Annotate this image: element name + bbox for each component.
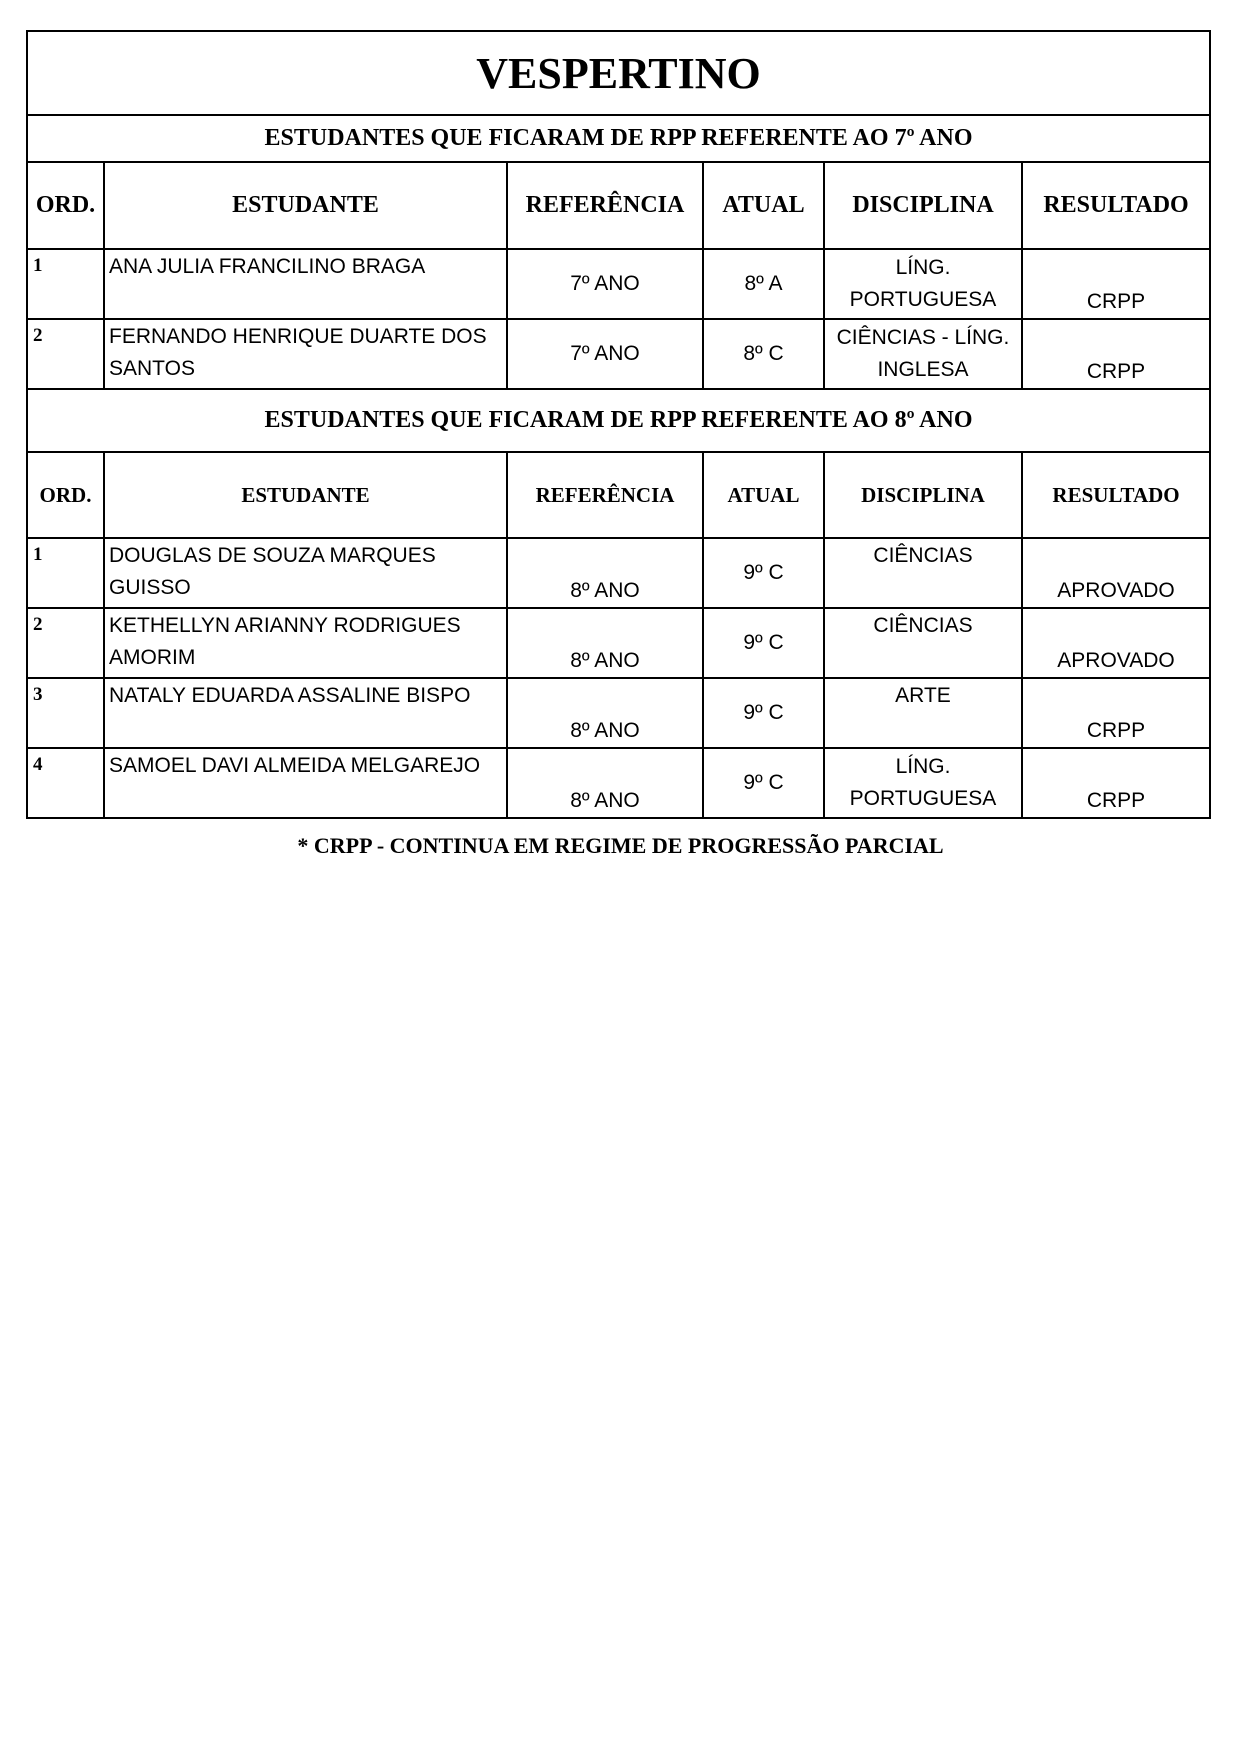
row-ord: 2 [27, 319, 104, 389]
row-subject: CIÊNCIAS [824, 608, 1022, 678]
column-header-row [27, 162, 1210, 249]
row-result: APROVADO [1022, 608, 1210, 678]
header-result: RESULTADO [1022, 452, 1210, 538]
row-ord: 4 [27, 748, 104, 818]
page-title: VESPERTINO [27, 31, 1210, 115]
row-subject: LÍNG. PORTUGUESA [824, 249, 1022, 319]
row-current: 9º C [703, 748, 824, 818]
row-result: CRPP [1022, 748, 1210, 818]
header-student: ESTUDANTE [104, 452, 507, 538]
row-current: 8º A [703, 249, 824, 319]
title-row [27, 31, 1210, 115]
row-current: 9º C [703, 678, 824, 748]
row-current: 8º C [703, 319, 824, 389]
section-heading-7th-grade: ESTUDANTES QUE FICARAM DE RPP REFERENTE AO 7º ANO [27, 115, 1210, 162]
header-subject: DISCIPLINA [824, 162, 1022, 249]
header-result: RESULTADO [1022, 162, 1210, 249]
header-current: ATUAL [703, 452, 824, 538]
row-student: NATALY EDUARDA ASSALINE BISPO [104, 678, 507, 748]
row-subject: ARTE [824, 678, 1022, 748]
row-reference: 7º ANO [507, 319, 703, 389]
row-result: CRPP [1022, 319, 1210, 389]
table-row [27, 678, 1210, 748]
header-ord: ORD. [27, 452, 104, 538]
table-row [27, 319, 1210, 389]
row-subject: LÍNG. PORTUGUESA [824, 748, 1022, 818]
row-student: FERNANDO HENRIQUE DUARTE DOS SANTOS [104, 319, 507, 389]
header-reference: REFERÊNCIA [507, 452, 703, 538]
header-subject: DISCIPLINA [824, 452, 1022, 538]
row-subject: CIÊNCIAS [824, 538, 1022, 608]
row-reference: 8º ANO [507, 678, 703, 748]
row-result: APROVADO [1022, 538, 1210, 608]
column-header-row [27, 452, 1210, 538]
row-result: CRPP [1022, 249, 1210, 319]
header-ord: ORD. [27, 162, 104, 249]
table-row [27, 538, 1210, 608]
row-reference: 8º ANO [507, 538, 703, 608]
row-ord: 1 [27, 249, 104, 319]
table-row [27, 249, 1210, 319]
row-reference: 8º ANO [507, 748, 703, 818]
row-result: CRPP [1022, 678, 1210, 748]
section-heading-8th-grade: ESTUDANTES QUE FICARAM DE RPP REFERENTE AO 8º ANO [27, 389, 1210, 452]
header-student: ESTUDANTE [104, 162, 507, 249]
row-student: DOUGLAS DE SOUZA MARQUES GUISSO [104, 538, 507, 608]
table-row [27, 748, 1210, 818]
row-student: KETHELLYN ARIANNY RODRIGUES AMORIM [104, 608, 507, 678]
section-heading-row [27, 115, 1210, 162]
row-current: 9º C [703, 608, 824, 678]
footnote: * CRPP - CONTINUA EM REGIME DE PROGRESSÃO PARCIAL [297, 833, 944, 858]
row-reference: 8º ANO [507, 608, 703, 678]
table-row [27, 608, 1210, 678]
row-ord: 3 [27, 678, 104, 748]
row-reference: 7º ANO [507, 249, 703, 319]
row-student: ANA JULIA FRANCILINO BRAGA [104, 249, 507, 319]
row-ord: 2 [27, 608, 104, 678]
row-current: 9º C [703, 538, 824, 608]
row-subject: CIÊNCIAS - LÍNG. INGLESA [824, 319, 1022, 389]
document-page [26, 30, 1209, 819]
section-heading-row [27, 389, 1210, 452]
header-current: ATUAL [703, 162, 824, 249]
row-student: SAMOEL DAVI ALMEIDA MELGAREJO [104, 748, 507, 818]
header-reference: REFERÊNCIA [507, 162, 703, 249]
row-ord: 1 [27, 538, 104, 608]
results-table [26, 30, 1211, 819]
